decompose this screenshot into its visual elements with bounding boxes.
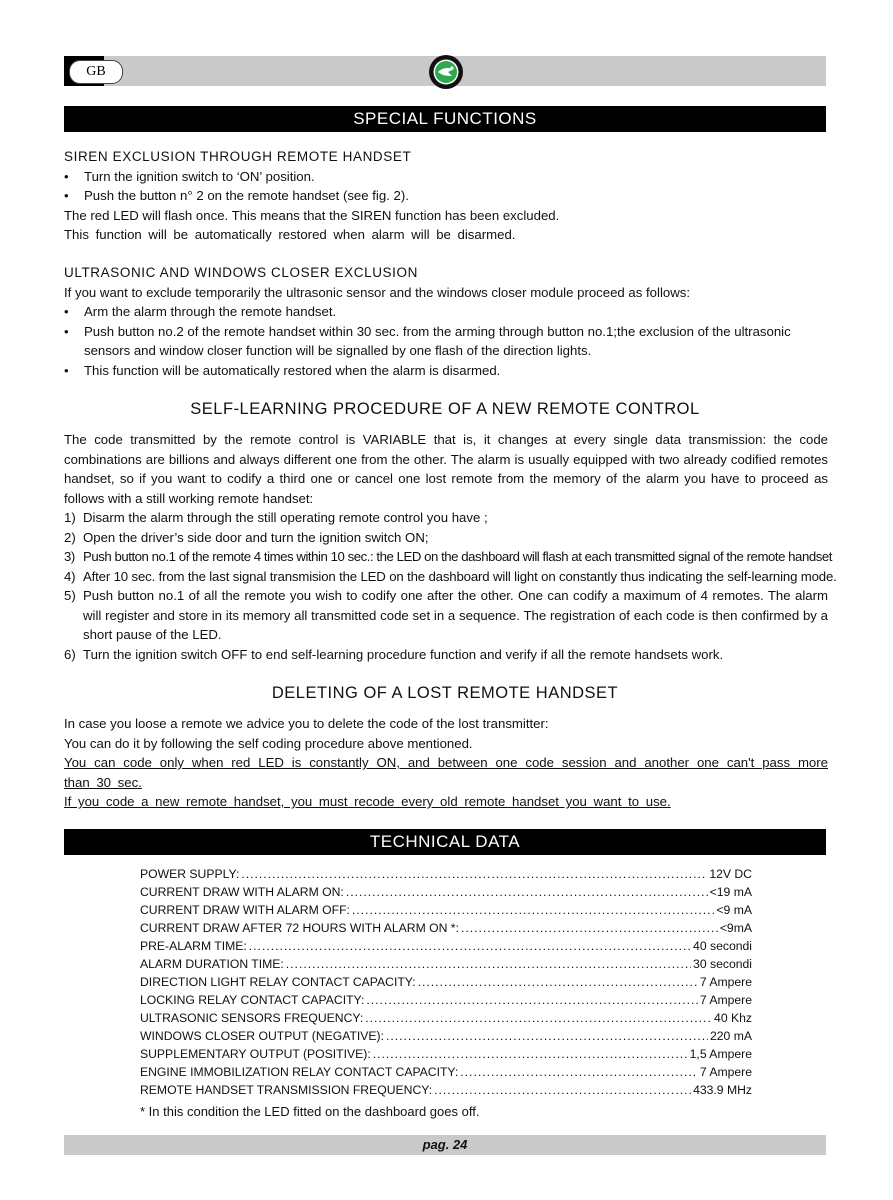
deleting-warning: You can code only when red LED is constantly ON, and between one code session and another one can't pass more than 30 sec. [64,755,828,790]
deleting-heading: DELETING OF A LOST REMOTE HANDSET [271,684,619,702]
language-badge: GB [69,60,123,84]
spec-row: SUPPLEMENTARY OUTPUT (POSITIVE): ..... 1,5 Ampere [140,1045,752,1063]
step-item: 2) Open the driver’s side door and turn the ignition switch ON; [64,529,429,545]
deleting-line: In case you loose a remote we advice you to delete the code of the lost transmitter: [64,716,549,731]
siren-bullet: • Turn the ignition switch to ‘ON’ position. [64,168,315,184]
siren-line: This function will be automatically restored when alarm will be disarmed. [64,227,516,242]
spec-row: CURRENT DRAW AFTER 72 HOURS WITH ALARM ON *: ..... <9mA [140,919,752,937]
spec-row: REMOTE HANDSET TRANSMISSION FREQUENCY: ..... 433.9 MHz [140,1081,752,1099]
ultrasonic-bullet: • This function will be automatically restored when the alarm is disarmed. [64,362,501,378]
spec-row: ULTRASONIC SENSORS FREQUENCY: ..... 40 Khz [140,1009,752,1027]
step-item: 6) Turn the ignition switch OFF to end self-learning procedure function and verify if all the remote handsets work. [64,646,724,662]
siren-bullet: • Push the button n° 2 on the remote handset (see fig. 2). [64,188,409,203]
spec-row: WINDOWS CLOSER OUTPUT (NEGATIVE): ..... 220 mA [140,1027,752,1045]
technical-specs-list [140,865,752,1099]
siren-line: The red LED will flash once. This means that the SIREN function has been excluded. [64,207,560,223]
spec-row: ENGINE IMMOBILIZATION RELAY CONTACT CAPACITY: ..... 7 Ampere [140,1063,752,1081]
spec-row: POWER SUPPLY: ..... 12V DC [140,865,752,883]
step-item: 1) Disarm the alarm through the still operating remote control you have ; [64,510,488,525]
spec-row: LOCKING RELAY CONTACT CAPACITY: ..... 7 Ampere [140,991,752,1009]
spec-row: ALARM DURATION TIME: ..... 30 secondi [140,955,752,973]
siren-heading: SIREN EXCLUSION THROUGH REMOTE HANDSET [64,149,412,164]
step-item: 4) After 10 sec. from the last signal transmision the LED on the dashboard will light on constantly thus indicating the self-learning mode. [64,568,837,584]
spec-row: CURRENT DRAW WITH ALARM OFF: ..... <9 mA [140,901,752,919]
deleting-section [64,714,828,812]
ultrasonic-bullet: • Push button no.2 of the remote handset within 30 sec. from the arming through button no.1;the exclusion of the ultrasonic sensors and window closer function will be signalled by one flash of the direction lights. [64,323,791,358]
deleting-warning: If you code a new remote handset, you must recode every old remote handset you want to use. [64,794,671,809]
spec-row: CURRENT DRAW WITH ALARM ON: ..... <19 mA [140,883,752,901]
siren-exclusion-section [64,147,828,245]
section-bar-technical-data: TECHNICAL DATA [64,829,826,855]
ultrasonic-bullet: • Arm the alarm through the remote handset. [64,304,337,319]
footnote: * In this condition the LED fitted on the dashboard goes off. [140,1104,480,1119]
spec-row: DIRECTION LIGHT RELAY CONTACT CAPACITY: ..... 7 Ampere [140,973,752,991]
self-learning-heading: SELF-LEARNING PROCEDURE OF A NEW REMOTE CONTROL [190,400,700,418]
section-bar-special-functions: SPECIAL FUNCTIONS [64,106,826,132]
page-number: pag. 24 [64,1135,826,1155]
ultrasonic-exclusion-section [64,263,828,380]
deleting-line: You can do it by following the self coding procedure above mentioned. [64,735,473,751]
self-learning-section [64,430,837,664]
ultrasonic-intro: If you want to exclude temporarily the ultrasonic sensor and the windows closer module proceed as follows: [64,284,690,300]
skoda-logo-icon [428,54,464,90]
step-item: 3) Push button no.1 of the remote 4 times within 10 sec.: the LED on the dashboard will flash at each transmitted signal of the remote handset [64,549,832,564]
ultrasonic-heading: ULTRASONIC AND WINDOWS CLOSER EXCLUSION [64,265,418,280]
self-learning-intro: The code transmitted by the remote control is VARIABLE that is, it changes at every single data transmission: the code combinations are billions and always different one from the other. The alarm is usually equipped with two already codified remotes handset, so if you want to codify a third one or cancel one lost remote from the memory of the alarm you have to proceed as follows with a still working remote handset: [64,432,828,506]
spec-row: PRE-ALARM TIME: ..... 40 secondi [140,937,752,955]
step-item: 5) Push button no.1 of all the remote you wish to codify one after the other. One can codify a maximum of 4 remotes. The alarm will register and store in its memory all transmitted code set in a sequence. The registration of each code is then confirmed by a short pause of the LED. [64,588,828,642]
